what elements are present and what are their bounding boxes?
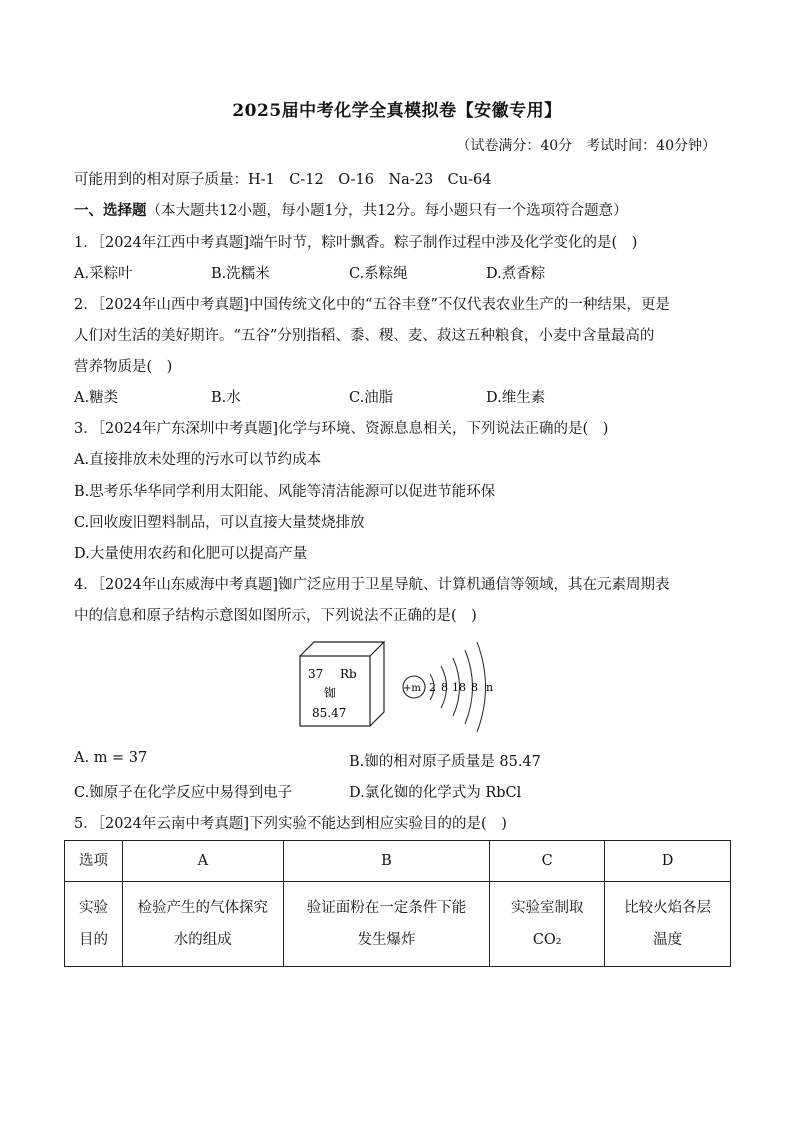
element-mass: 85.47 [312,706,347,720]
shell-1-electrons: 2 [429,681,436,694]
q1-option-a: A.采粽叶 [74,266,133,282]
row-label-line-1: 实验 [78,900,108,916]
rubidium-figure [296,636,516,736]
q3-option-c: C.回收废旧塑料制品，可以直接大量焚烧排放 [74,515,365,531]
element-symbol: Rb [340,667,357,681]
header-cell-d: D [605,841,731,882]
element-name: 铷 [324,686,337,700]
cell-b-line-1: 验证面粉在一定条件下能 [306,900,467,916]
q2-option-d: D.维生素 [486,390,546,406]
header-cell-a: A [122,841,283,882]
q3-option-a: A.直接排放未处理的污水可以节约成本 [74,452,322,468]
cell-c-line-1: 实验室制取 [510,900,584,916]
exam-title: 2025届中考化学全真模拟卷【安徽专用】 [232,101,562,121]
q2-stem-line-3: 营养物质是( ) [74,359,173,375]
section-note: （本大题共12小题，每小题1分，共12分。每小题只有一个选项符合题意） [146,203,628,219]
q1-option-d: D.煮香粽 [486,266,546,282]
header-cell-option: 选项 [65,841,123,882]
shell-5-electrons: n [486,681,494,694]
q3-option-d: D.大量使用农药和化肥可以提高产量 [74,546,308,562]
cell-d-line-2: 温度 [653,932,683,948]
atomic-masses: 可能用到的相对原子质量：H-1 C-12 O-16 Na-23 Cu-64 [74,172,492,188]
q4-option-a: A. m = 37 [74,750,148,766]
cell-c-line-2: CO₂ [532,932,562,948]
table-header-row [65,841,731,882]
q2-stem-line-2: 人们对生活的美好期许。“五谷”分别指稻、黍、稷、麦、菽这五种粮食，小麦中含量最高的 [74,328,655,344]
q5-stem: 5．［2024年云南中考真题]下列实验不能达到相应实验目的的是( ) [74,816,507,832]
q4-option-d: D.氯化铷的化学式为 RbCl [349,785,522,801]
exam-subtitle: （试卷满分：40分 考试时间：40分钟） [456,138,716,154]
table-row [65,882,731,967]
q2-option-b: B.水 [211,390,241,406]
header-cell-b: B [283,841,490,882]
cell-c [490,882,605,967]
row-label-line-2: 目的 [78,932,108,948]
shell-4-electrons: 8 [471,681,478,694]
q4-stem-line-1: 4．［2024年山东威海中考真题]铷广泛应用于卫星导航、计算机通信等领域，其在元素周期表 [74,577,670,593]
q1-option-c: C.系粽绳 [349,266,408,282]
q4-option-c: C.铷原子在化学反应中易得到电子 [74,785,293,801]
header-cell-c: C [490,841,605,882]
cell-b-line-2: 发生爆炸 [357,932,416,948]
cell-b [283,882,490,967]
cell-a-line-2: 水的组成 [173,932,232,948]
section-title: 一、选择题 [74,202,147,219]
q5-table [64,840,731,967]
row-label-cell [65,882,123,967]
cell-d [605,882,731,967]
atom-structure-diagram [403,642,493,732]
q2-option-c: C.油脂 [349,390,394,406]
q4-option-b: B.铷的相对原子质量是 85.47 [349,754,541,770]
nucleus-charge: +m [403,683,421,694]
section-heading [74,199,628,220]
element-number: 37 [308,667,324,681]
shell-3-electrons: 18 [452,681,466,694]
cell-d-line-1: 比较火焰各层 [624,900,712,916]
q4-stem-line-2: 中的信息和原子结构示意图如图所示，下列说法不正确的是( ) [74,608,477,624]
shell-2-electrons: 8 [441,681,448,694]
cell-a-line-1: 检验产生的气体探究 [137,900,269,916]
q1-option-b: B.洗糯米 [211,266,270,282]
cell-a [122,882,283,967]
q3-stem: 3．［2024年广东深圳中考真题]化学与环境、资源息息相关，下列说法正确的是( ) [74,421,609,437]
q3-option-b: B.思考乐华华同学利用太阳能、风能等清洁能源可以促进节能环保 [74,484,496,500]
q2-option-a: A.糖类 [74,390,119,406]
q2-stem-line-1: 2．［2024年山西中考真题]中国传统文化中的“五谷丰登”不仅代表农业生产的一种结果，更是 [74,297,670,313]
q1-stem: 1．［2024年江西中考真题]端午时节，粽叶飘香。粽子制作过程中涉及化学变化的是( ) [74,235,638,251]
